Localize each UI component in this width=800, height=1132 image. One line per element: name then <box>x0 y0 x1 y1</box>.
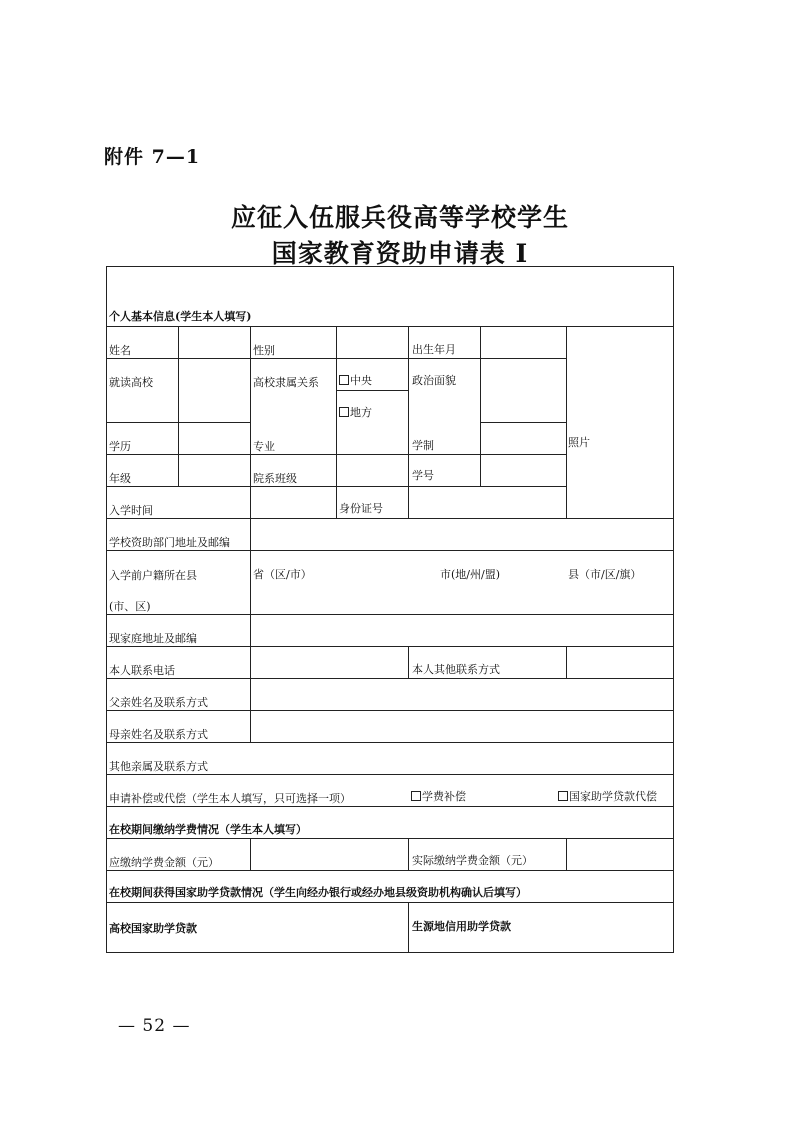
option-central-label: 中央 <box>350 374 372 387</box>
central-checkbox-icon[interactable] <box>339 375 349 385</box>
label-gender: 性别 <box>253 344 275 357</box>
label-name: 姓名 <box>109 344 131 357</box>
form-title-line-1: 应征入伍服兵役高等学校学生 <box>230 203 569 232</box>
label-apply-type: 申请补偿或代偿（学生本人填写，只可选择一项） <box>109 792 351 805</box>
label-phone: 本人联系电话 <box>109 664 175 677</box>
label-fee-due: 应缴纳学费金额（元） <box>109 856 219 869</box>
label-city: 市(地/州/盟) <box>440 568 500 581</box>
option-loan-repay-label: 国家助学贷款代偿 <box>569 790 657 803</box>
label-province: 省（区/市） <box>253 568 312 581</box>
label-fee-paid: 实际缴纳学费金额（元） <box>412 854 533 867</box>
tuition-comp-checkbox-icon[interactable] <box>411 791 421 801</box>
label-birth: 出生年月 <box>412 343 456 356</box>
local-checkbox-icon[interactable] <box>339 407 349 417</box>
label-political: 政治面貌 <box>412 374 456 387</box>
form-title-line-2: 国家教育资助申请表 I <box>271 239 529 268</box>
label-dept-class: 院系班级 <box>253 472 297 485</box>
attachment-label: 附件 7—1 <box>104 146 201 168</box>
option-local-label: 地方 <box>350 406 372 419</box>
option-tuition-comp-label: 学费补偿 <box>422 790 466 803</box>
label-relative: 其他亲属及联系方式 <box>109 760 208 773</box>
label-enroll-time: 入学时间 <box>109 504 153 517</box>
label-mother: 母亲姓名及联系方式 <box>109 728 208 741</box>
label-school: 就读高校 <box>109 376 153 389</box>
label-length: 学制 <box>412 439 434 452</box>
label-photo: 照片 <box>568 436 590 449</box>
option-central[interactable] <box>339 374 372 388</box>
label-major: 专业 <box>253 440 275 453</box>
section-fee-info: 在校期间缴纳学费情况（学生本人填写） <box>109 823 307 836</box>
label-home-address: 现家庭地址及邮编 <box>109 632 197 645</box>
loan-repay-checkbox-icon[interactable] <box>558 791 568 801</box>
section-loan-info: 在校期间获得国家助学贷款情况（学生向经办银行或经办地县级资助机构确认后填写） <box>109 886 527 899</box>
label-hukou-suffix: (市、区) <box>109 600 151 613</box>
label-grade: 年级 <box>109 472 131 485</box>
label-affiliation: 高校隶属关系 <box>253 376 319 389</box>
label-father: 父亲姓名及联系方式 <box>109 696 208 709</box>
label-origin-loan: 生源地信用助学贷款 <box>412 920 511 933</box>
label-county: 县（市/区/旗） <box>568 568 642 581</box>
section-basic-info: 个人基本信息(学生本人填写) <box>109 310 252 323</box>
page-number: — 52 — <box>118 1016 191 1036</box>
label-hukou: 入学前户籍所在县 <box>109 569 197 582</box>
option-tuition-comp[interactable] <box>411 790 466 804</box>
label-campus-loan: 高校国家助学贷款 <box>109 922 197 935</box>
label-student-id: 学号 <box>412 469 434 482</box>
label-education: 学历 <box>109 440 131 453</box>
label-other-contact: 本人其他联系方式 <box>412 663 500 676</box>
option-local[interactable] <box>339 406 372 420</box>
application-form <box>106 266 674 953</box>
label-id-number: 身份证号 <box>339 502 383 515</box>
option-loan-repay[interactable] <box>558 790 657 804</box>
label-aid-office: 学校资助部门地址及邮编 <box>109 536 230 549</box>
